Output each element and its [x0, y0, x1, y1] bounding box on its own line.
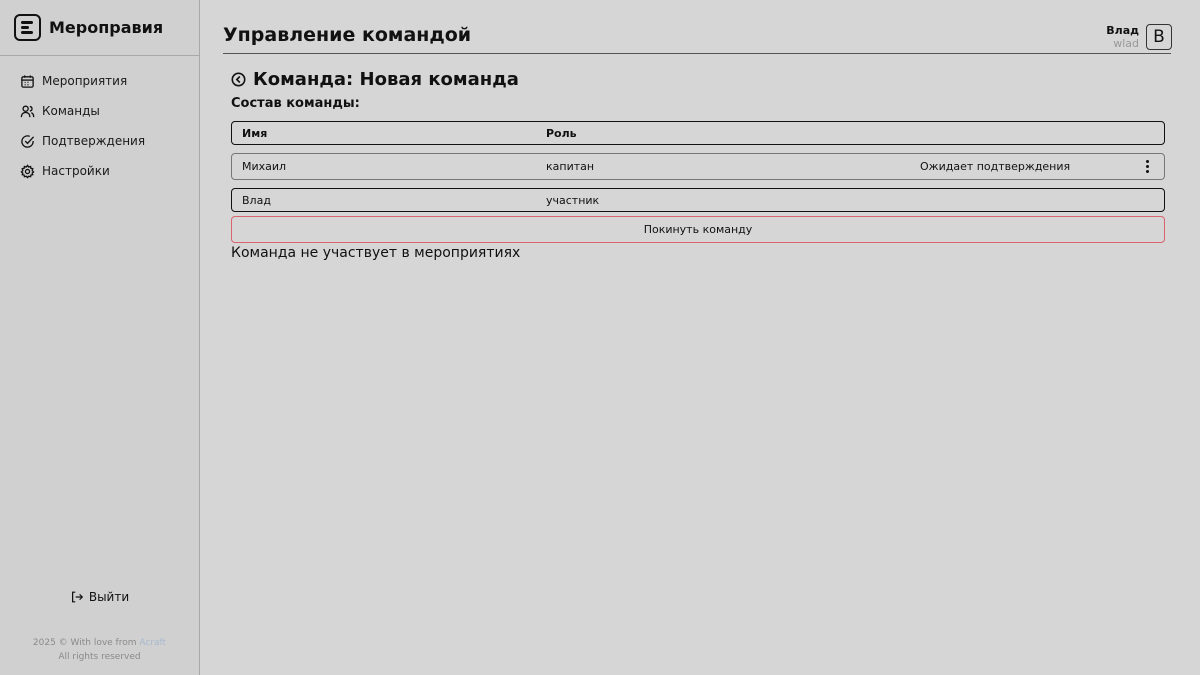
- page-title: Управление командой: [223, 24, 472, 46]
- member-name: Михаил: [242, 160, 287, 173]
- no-events-message: Команда не участвует в мероприятиях: [231, 245, 521, 261]
- members-table-header: [231, 121, 1165, 145]
- member-role: капитан: [546, 160, 595, 173]
- footer-author-link[interactable]: Acraft: [139, 638, 167, 648]
- column-header-role: Роль: [546, 126, 577, 140]
- leave-team-button[interactable]: Покинуть команду: [231, 216, 1165, 243]
- user-menu[interactable]: [1106, 24, 1172, 50]
- table-row: [231, 153, 1165, 180]
- check-circle-icon: [20, 134, 35, 149]
- user-login: wlad: [1113, 37, 1139, 50]
- footer: [0, 636, 199, 664]
- footer-copyright-text: 2025 © With love from: [32, 638, 140, 648]
- users-icon: [20, 104, 35, 119]
- sidebar-item-label: Настройки: [42, 164, 110, 178]
- column-header-name: Имя: [242, 126, 268, 140]
- footer-copyright: [0, 636, 199, 650]
- sidebar: [0, 0, 200, 675]
- sidebar-item-confirmations[interactable]: [0, 126, 199, 156]
- member-role: участник: [546, 193, 600, 207]
- back-arrow-icon[interactable]: [231, 72, 246, 87]
- logout-label: Выйти: [88, 590, 130, 604]
- team-header: [231, 69, 519, 90]
- gear-icon: [20, 164, 35, 179]
- sidebar-item-settings[interactable]: [0, 156, 199, 186]
- table-row: [231, 188, 1165, 212]
- calendar-icon: [20, 74, 35, 89]
- header-divider: [223, 53, 1171, 54]
- user-info: [1106, 24, 1139, 50]
- brand[interactable]: [0, 0, 199, 56]
- avatar[interactable]: В: [1146, 24, 1172, 50]
- user-name: Влад: [1106, 24, 1139, 37]
- member-status: Ожидает подтверждения: [920, 160, 1071, 173]
- member-name: Влад: [242, 193, 271, 207]
- main-content: [200, 0, 1200, 675]
- brand-title: Мероправия: [49, 18, 164, 37]
- logo-icon: [14, 14, 41, 41]
- logout-icon: [70, 590, 84, 604]
- sidebar-item-label: Мероприятия: [42, 74, 128, 88]
- logout-button[interactable]: [0, 586, 199, 608]
- sidebar-item-events[interactable]: [0, 66, 199, 96]
- footer-rights: All rights reserved: [58, 652, 141, 662]
- sidebar-item-label: Команды: [42, 104, 100, 118]
- sidebar-nav: [0, 66, 199, 186]
- section-title: Состав команды:: [231, 96, 360, 111]
- sidebar-item-teams[interactable]: [0, 96, 199, 126]
- more-options-icon[interactable]: [1144, 160, 1150, 174]
- team-title: Команда: Новая команда: [253, 69, 519, 90]
- sidebar-item-label: Подтверждения: [42, 134, 146, 148]
